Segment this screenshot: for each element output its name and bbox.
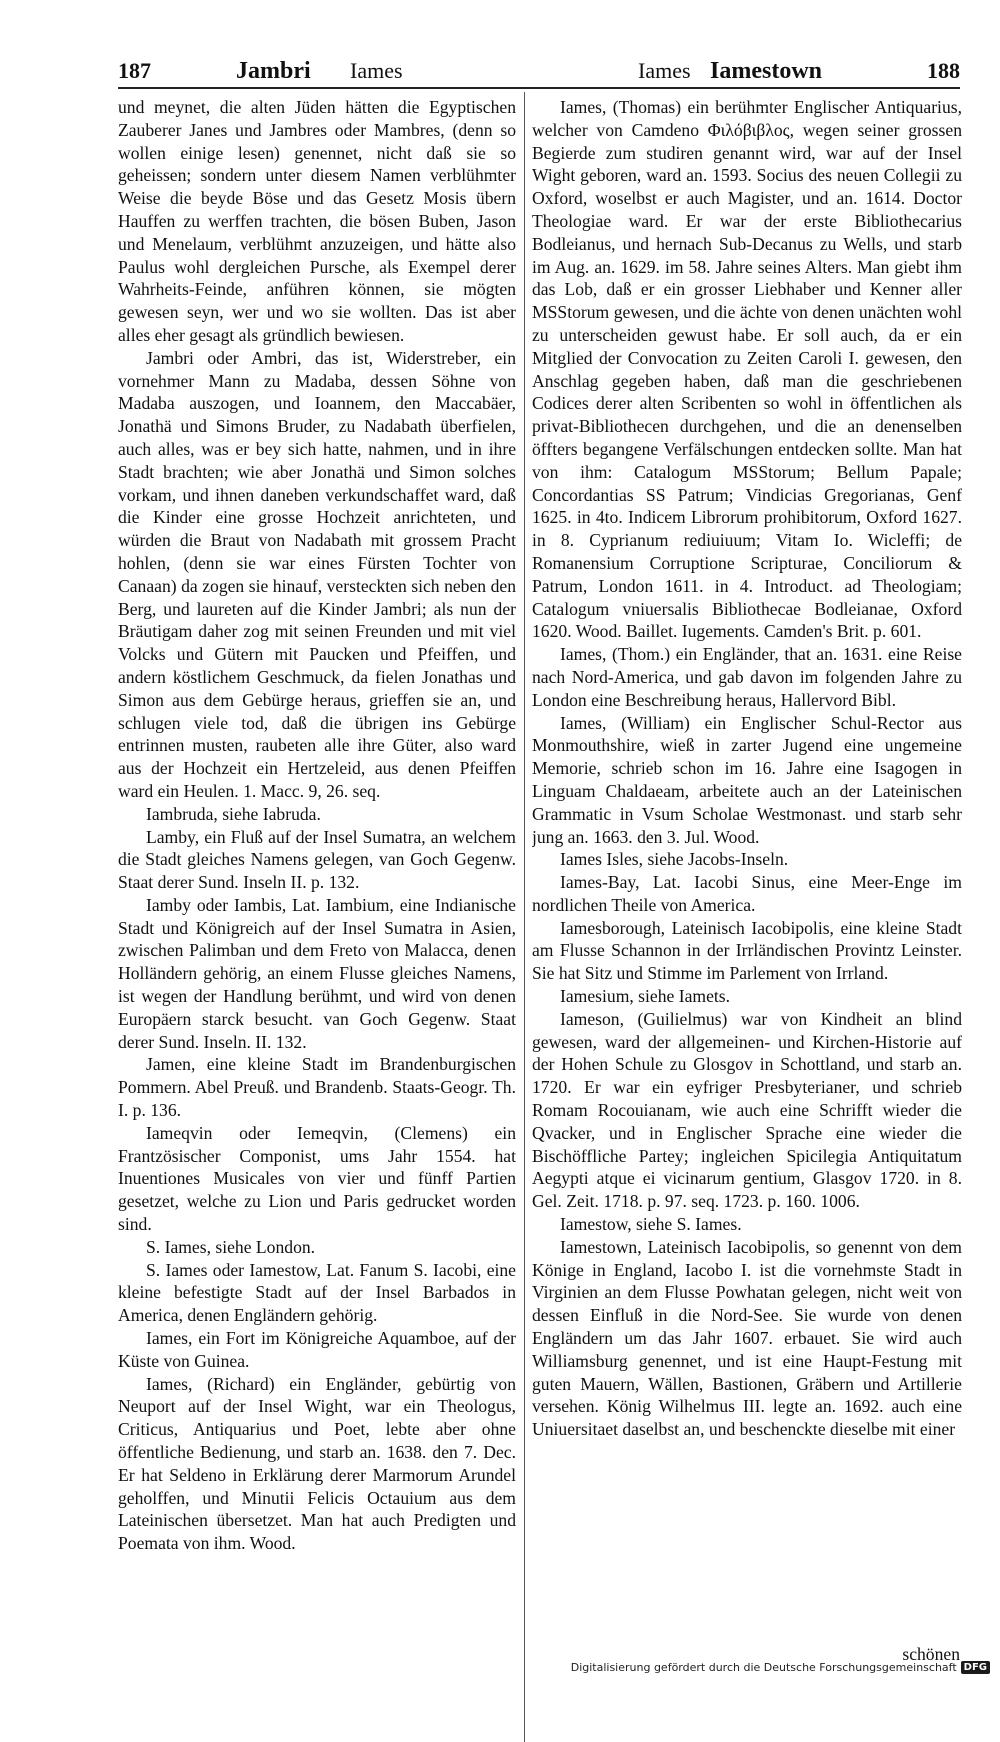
dictionary-entry: Jamen, eine kleine Stadt im Brandenburgischen Pommern. Abel Preuß. und Brandenb. Staats-Geogr. Th. I. p. 136. — [118, 1054, 516, 1121]
right-column — [532, 96, 962, 1574]
dictionary-entry: Iames, ein Fort im Königreiche Aquamboe, auf der Küste von Guinea. — [118, 1328, 516, 1371]
dictionary-entry: Iames, (Thom.) ein Engländer, that an. 1631. eine Reise nach Nord-America, und gab davon im folgenden Jahre zu London eine Beschreibung heraus, Hallervord Bibl. — [532, 644, 962, 710]
footer-text: Digitalisierung gefördert durch die Deutsche Forschungsgemeinschaft — [570, 1660, 957, 1674]
dictionary-entry: Iamesborough, Lateinisch Iacobipolis, eine kleine Stadt am Flusse Schannon in der Irrländischen Provintz Leinster. Sie hat Sitz und Stimme im Parlement von Irrland. — [532, 917, 962, 984]
dictionary-entry: Iames, (William) ein Englischer Schul-Rector aus Monmouthshire, wieß in zarter Jugend eine ungemeine Memorie, schrieb schon im 16. Jahre eine Isagogen in Linguam Chaldaeam, arbeitete auch an der Lateinischen Grammatic in Vsum Scholae Westmonast. und starb sehr jung an. 1663. den 3. Jul. Wood. — [532, 712, 962, 847]
page-number-right: 188 — [927, 58, 960, 83]
dictionary-entry: Iamestow, siehe S. Iames. — [560, 1214, 742, 1235]
header-rule — [118, 87, 960, 89]
dictionary-entry: S. Iames oder Iamestow, Lat. Fanum S. Iacobi, eine kleine befestigte Stadt auf der Insel Barbados in America, denen Engländern gehörig. — [118, 1259, 516, 1326]
dictionary-entry: Iames-Bay, Lat. Iacobi Sinus, eine Meer-Enge im nordlichen Theile von America. — [532, 872, 962, 915]
dictionary-entry: Iames Isles, siehe Jacobs-Inseln. — [560, 849, 789, 870]
dictionary-entry: Iames, (Richard) ein Engländer, gebürtig von Neuport auf der Insel Wight, war ein Theologus, Criticus, Antiquarius und Poet, lebte aber ohne öffentliche Bedienung, und starb an. 1638. den 7. Dec. Er hat Seldeno in Erklärung derer Marmorum Arundel geholffen, und Minutii Felicis Octauium aus dem Lateinischen übersetzet. Man hat auch Predigten und Poemata von ihm. Wood. — [118, 1373, 516, 1554]
dictionary-entry: S. Iames, siehe London. — [146, 1236, 316, 1257]
dictionary-entry: und meynet, die alten Jüden hätten die Egyptischen Zauberer Janes und Jambres oder Mambres, (denn so wollen einige lesen) genennet, nicht daß sie so geheissen; sondern unter diesem Namen verblühmter Weise die beyde Böse und das Gesetz Mosis übern Hauffen zu werffen trachten, die bösen Buben, Jason und Menelaum, verblühmt anzuzeigen, und hätte also Paulus wohl dergleichen Pursche, als Exempel derer Wahrheits-Feinde, anführen können, sie mögten gewesen seyn, wer und wo sie wollten. Das ist aber alles eher gesagt als gründlich bewiesen. — [118, 97, 516, 345]
dictionary-entry: Iamestown, Lateinisch Iacobipolis, so genennt von dem Könige in England, Iacobo I. ist die vornehmste Stadt in Virginien an dem Flusse Powhatan gelegen, nicht weit von dessen Einfluß in die Nord-See. Sie wurde von denen Engländern um das Jahr 1607. erbauet. Sie wird auch Williamsburg genennet, und ist eine Haupt-Festung mit guten Mauern, Wällen, Bastionen, Gräbern und Artillerie versehen. König Wilhelmus III. legte an. 1692. auch eine Uniuersitaet daselbst an, und beschenckte dieselbe mit einer — [532, 1236, 962, 1440]
header-keyword-3: Iames — [638, 58, 691, 83]
dictionary-entry: Iameson, (Guilielmus) war von Kindheit an blind gewesen, ward der allgemeinen- und Kirchen-Historie auf der Hohen Schule zu Glosgov in Schottland, und starb an. 1720. Er war ein eyfriger Presbyterianer, und schrieb Romam Rocouianam, wie auch eine Schrifft wieder die Qvacker, und in Englischer Sprache eine wieder die Bischöffliche Partey; ingleichen Spicilegia Antiquitatum Aegypti atque ei vicinarum gentium, Glasgov 1720. in 8. Gel. Zeit. 1718. p. 97. seq. 1723. p. 160. 1006. — [532, 1008, 962, 1212]
catchword: schönen — [902, 1644, 960, 1664]
dfg-logo-icon: DFG — [961, 1661, 990, 1674]
dictionary-entry: Iambruda, siehe Iabruda. — [146, 803, 321, 824]
dictionary-entry: Lamby, ein Fluß auf der Insel Sumatra, an welchem die Stadt gleiches Namens gelegen, van Goch Gegenw. Staat derer Sund. Inseln II. p. 132. — [118, 826, 516, 893]
footer — [0, 1655, 1000, 1679]
dictionary-entry: Iames, (Thomas) ein berühmter Englischer Antiquarius, welcher von Camdeno Φιλόβιβλος, wegen seiner grossen Begierde zum studiren genannt wird, war auf der Insel Wight geboren, ward an. 1593. Socius des neuen Collegii zu Oxford, woselbst er auch Magister, und an. 1614. Doctor Theologiae ward. Er war der erste Bibliothecarius Bodleianus, und hernach Sub-Decanus zu Wells, und starb im Aug. an. 1629. im 58. Jahre seines Alters. Man giebt ihm das Lob, daß er ein grosser Liebhaber und Kenner aller MSStorum gewesen, und die ächte von denen unächten wohl zu unterscheiden gewust habe. Er soll auch, da er ein Mitglied der Convocation zu Zeiten Caroli I. gewesen, den Anschlag gegeben haben, daß man die geschriebenen Codices derer alten Scribenten so wohl in öffentlichen als privat-Bibliothecen durchgehen, und die an denenselben öffters begangene Verfälschungen entdecken sollte. Man hat von ihm: Catalogum MSStorum; Bellum Papale; Concordantias SS Patrum; Vindicias Gregorianas, Genf 1625. in 4to. Indicem Librorum prohibitorum, Oxford 1627. in 8. Cyprianum rediuiuum; Vitam Io. Wicleffi; de Romanensium Corruptione Scripturae, Conciliorum & Patrum, London 1611. in 4. Introduct. ad Theologiam; Catalogum vniuersalis Bibliothecae Bodleianae, Oxford 1620. Wood. Baillet. Iugements. Camden's Brit. p. 601. — [532, 97, 962, 642]
dictionary-entry: Iameqvin oder Iemeqvin, (Clemens) ein Frantzösischer Componist, ums Jahr 1554. hat Inuentiones Musicales von vier und fünff Partien gesetzet, welche zu Lion und Paris gedrucket worden sind. — [118, 1122, 516, 1235]
page-number-left: 187 — [118, 58, 151, 83]
header-keyword-4: Iamestown — [710, 58, 822, 84]
dictionary-entry: Jambri oder Ambri, das ist, Widerstreber, ein vornehmer Mann zu Madaba, dessen Söhne von Madaba auszogen, und Ioannem, den Maccabäer, Jonathä und Simons Bruder, zu Nadabath überfielen, auch alles, was er bey sich hatte, nahmen, und in ihre Stadt brachten; wie aber Jonathä und Simon solches vorkam, und ihnen daneben verkundschaffet ward, daß die Kinder eine grosse Hochzeit anrichteten, und würden die Braut von Nadabath mit grossem Pracht hohlen, (denn sie war eines Fürsten Tochter von Canaan) da zogen sie hinauf, versteckten sich neben den Berg, und laureten auf die Kinder Jambri; als nun der Bräutigam daher zog mit seinen Freunden und mit viel Volcks und Gütern mit Paucken und Pfeiffen, und andern köstlichem Geschmuck, da fielen Jonathas und Simon aus dem Gebürge heraus, grieffen sie an, und schlugen viele tod, daß die übrigen ins Gebürge entrinnen musten, raubeten alle ihre Güter, also ward aus der Hochzeit ein Hertzeleid, aus denen Pfeiffen ward ein Heulen. 1. Macc. 9, 26. seq. — [118, 347, 516, 801]
left-column — [118, 96, 516, 1574]
column-divider — [524, 92, 525, 1742]
dictionary-entry: Iamesium, siehe Iamets. — [560, 986, 731, 1007]
header-keyword-2: Iames — [350, 58, 403, 83]
header-keyword-1: Jambri — [236, 58, 311, 84]
dictionary-entry: Iamby oder Iambis, Lat. Iambium, eine Indianische Stadt und Königreich auf der Insel Sumatra in Asien, zwischen Palimban und dem Freto von Malacca, denen Holländern gehörig, an einem Flusse gleiches Namens, ist wegen der Handlung berühmt, und wird von denen Europäern starck besucht. van Goch Gegenw. Staat derer Sund. Inseln. II. 132. — [118, 894, 516, 1052]
page-header — [118, 52, 960, 92]
